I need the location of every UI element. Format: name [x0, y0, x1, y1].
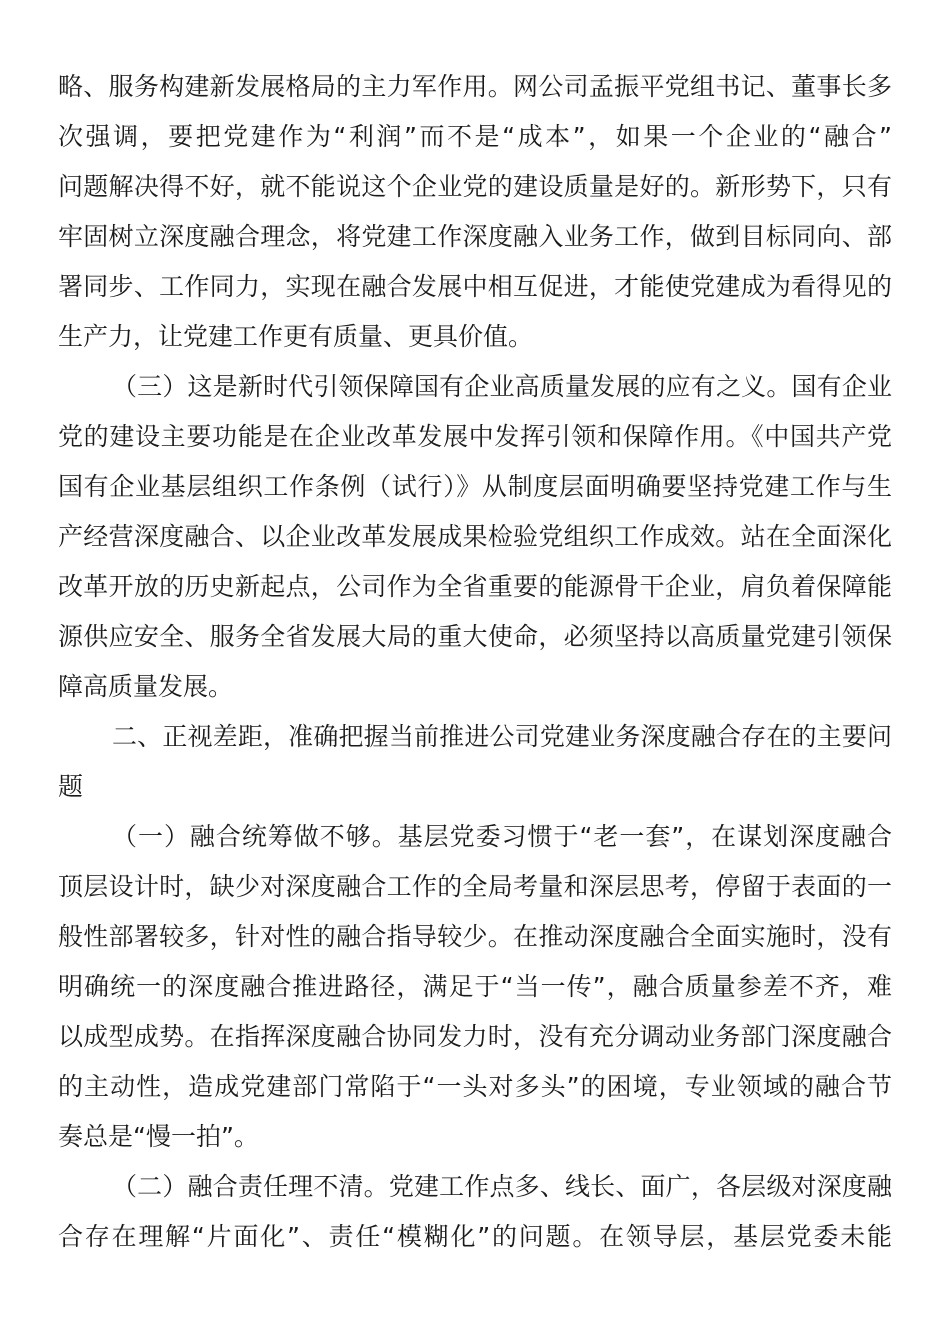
text-line: 合存在理解“片面化”、责任“模糊化”的问题。在领导层，基层党委未能 — [58, 1222, 892, 1251]
text-line: 牢固树立深度融合理念，将党建工作深度融入业务工作，做到目标同向、部 — [58, 222, 892, 251]
text-line: 的主动性，造成党建部门常陷于“一头对多头”的困境，专业领域的融合节 — [58, 1072, 892, 1101]
text-line: 障高质量发展。 — [58, 672, 234, 701]
paragraph-start-line: （一）融合统筹做不够。基层党委习惯于“老一套”，在谋划深度融合 — [112, 822, 892, 851]
text-line: 明确统一的深度融合推进路径，满足于“当一传”，融合质量参差不齐，难 — [58, 972, 892, 1001]
paragraph-start-line: （三）这是新时代引领保障国有企业高质量发展的应有之义。国有企业 — [112, 372, 892, 401]
text-line: 略、服务构建新发展格局的主力军作用。网公司孟振平党组书记、董事长多 — [58, 72, 892, 101]
text-line: 以成型成势。在指挥深度融合协同发力时，没有充分调动业务部门深度融合 — [58, 1022, 892, 1051]
text-line: 国有企业基层组织工作条例（试行）》从制度层面明确要坚持党建工作与生 — [58, 472, 892, 501]
text-line: 般性部署较多，针对性的融合指导较少。在推动深度融合全面实施时，没有 — [58, 922, 892, 951]
text-line: 产经营深度融合、以企业改革发展成果检验党组织工作成效。站在全面深化 — [58, 522, 892, 551]
text-line: 生产力，让党建工作更有质量、更具价值。 — [58, 322, 534, 351]
text-line: 顶层设计时，缺少对深度融合工作的全局考量和深层思考，停留于表面的一 — [58, 872, 892, 901]
text-line: 奏总是“慢一拍”。 — [58, 1122, 259, 1151]
section-heading: 二、正视差距，准确把握当前推进公司党建业务深度融合存在的主要问 — [112, 722, 892, 751]
text-line: 署同步、工作同力，实现在融合发展中相互促进，才能使党建成为看得见的 — [58, 272, 892, 301]
section-heading-continued: 题 — [58, 772, 84, 801]
text-line: 改革开放的历史新起点，公司作为全省重要的能源骨干企业，肩负着保障能 — [58, 572, 892, 601]
text-line: 党的建设主要功能是在企业改革发展中发挥引领和保障作用。《中国共产党 — [58, 422, 892, 451]
text-line: 次强调，要把党建作为“利润”而不是“成本”，如果一个企业的“融合” — [58, 122, 892, 151]
paragraph-start-line: （二）融合责任理不清。党建工作点多、线长、面广，各层级对深度融 — [112, 1172, 892, 1201]
text-line: 问题解决得不好，就不能说这个企业党的建设质量是好的。新形势下，只有 — [58, 172, 892, 201]
text-line: 源供应安全、服务全省发展大局的重大使命，必须坚持以高质量党建引领保 — [58, 622, 892, 651]
